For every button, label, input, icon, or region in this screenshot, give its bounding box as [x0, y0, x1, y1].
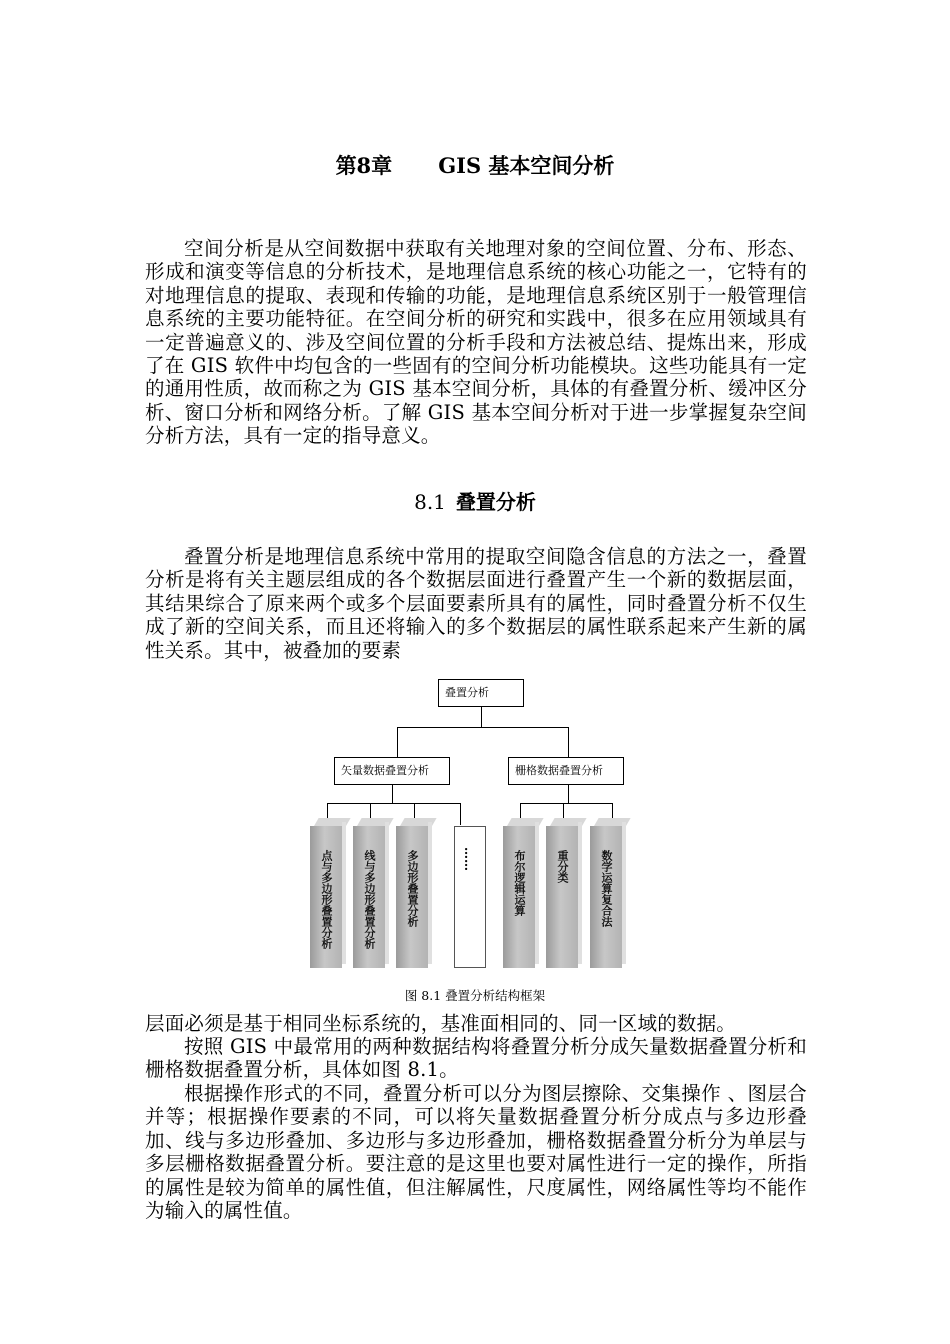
diagram-raster-child-1: 布尔逻辑运算 — [503, 826, 535, 968]
diagram-root-box: 叠置分析 — [438, 679, 524, 707]
diagram-vector-child-1: 点与多边形叠置分析 — [310, 826, 342, 968]
paragraph-after-figure: 层面必须是基于相同坐标系统的，基准面相同的、同一区域的数据。 — [145, 1012, 737, 1035]
section-title — [0, 486, 950, 515]
diagram-ellipsis-box: …… — [454, 826, 486, 968]
section-number: 8.1 — [414, 490, 446, 514]
chapter-name: GIS 基本空间分析 — [438, 153, 615, 178]
diagram-vector-box: 矢量数据叠置分析 — [334, 757, 450, 785]
chapter-title — [0, 150, 950, 180]
intro-paragraph: 空间分析是从空间数据中获取有关地理对象的空间位置、分布、形态、形成和演变等信息的分析技术，是地理信息系统的核心功能之一，它特有的对地理信息的提取、表现和传输的功能，是地理信息系统区别于一般管理信息系统的主要功能特征。在空间分析的研究和实践中，很多在应用领域具有一定普遍意义的、涉及空间位置的分析手段和方法被总结、提炼出来，形成了在 GIS 软件中均包含的一些固有的空间分析功能模块。这些功能具有一定的通用性质，故而称之为 GIS 基本空间分析，具体的有叠置分析、缓冲区分析、窗口分析和网络分析。了解 GIS 基本空间分析对于进一步掌握复杂空间分析方法，具有一定的指导意义。 — [145, 237, 807, 448]
diagram-vector-child-2: 线与多边形叠置分析 — [353, 826, 385, 968]
diagram-vector-child-3: 多边形叠置分析 — [396, 826, 428, 968]
section-paragraph-1: 叠置分析是地理信息系统中常用的提取空间隐含信息的方法之一，叠置分析是将有关主题层组成的各个数据层面进行叠置产生一个新的数据层面，其结果综合了原来两个或多个层面要素所具有的属性，同时叠置分析不仅生成了新的空间关系，而且还将输入的多个数据层的属性联系起来产生新的属性关系。其中，被叠加的要素 — [145, 545, 807, 662]
section-name: 叠置分析 — [455, 490, 536, 514]
diagram-raster-child-2: 重分类 — [546, 826, 578, 968]
overlay-structure-diagram — [300, 676, 660, 976]
chapter-number: 第8章 — [335, 153, 393, 178]
diagram-raster-box: 栅格数据叠置分析 — [508, 757, 624, 785]
figure-caption: 图 8.1 叠置分析结构框架 — [404, 988, 546, 1003]
paragraph-3: 根据操作形式的不同，叠置分析可以分为图层擦除、交集操作 、图层合并等；根据操作要素的不同，可以将矢量数据叠置分析分成点与多边形叠加、线与多边形叠加、多边形与多边形叠加，栅格数据叠置分析分为单层与多层栅格数据叠置分析。要注意的是这里也要对属性进行一定的操作，所指的属性是较为简单的属性值，但注解属性，尺度属性，网络属性等均不能作为输入的属性值。 — [145, 1082, 807, 1223]
diagram-raster-child-3: 数学运算复合法 — [590, 826, 622, 968]
paragraph-2: 按照 GIS 中最常用的两种数据结构将叠置分析分成矢量数据叠置分析和栅格数据叠置分析，具体如图 8.1。 — [145, 1035, 807, 1082]
